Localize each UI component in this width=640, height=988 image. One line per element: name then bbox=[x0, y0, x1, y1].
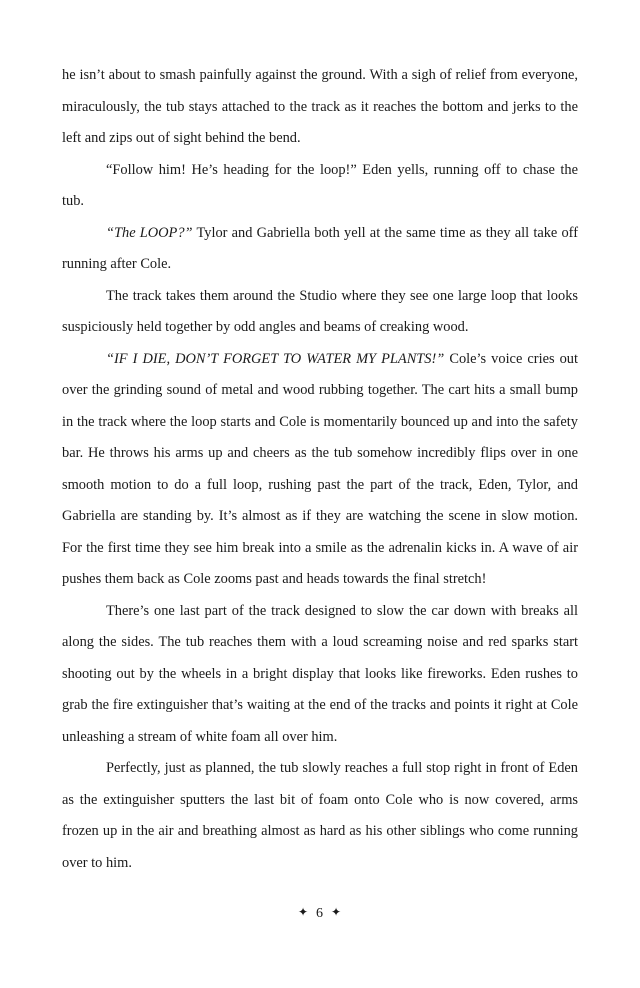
text-run: Perfectly, just as planned, the tub slowly reaches a full stop right in front of Eden as the extinguisher sputters the last bit of foam onto Cole who is now covered, arms frozen up in the air and breathing almost as hard as his other siblings who come running over to him. bbox=[62, 760, 578, 871]
page-footer bbox=[0, 905, 640, 922]
ornament-left-icon: ✦ bbox=[297, 905, 309, 919]
paragraph bbox=[62, 155, 578, 218]
paragraph bbox=[62, 218, 578, 281]
text-run: The track takes them around the Studio where they see one large loop that looks suspiciously held together by odd angles and beams of creaking wood. bbox=[62, 287, 578, 335]
text-run: Cole’s voice cries out over the grinding sound of metal and wood rubbing together. The cart hits a small bump in the track where the loop starts and Cole is momentarily bounced up and into the safety bar. He throws his arms up and cheers as the tub somehow incredibly flips over in one smooth motion to do a full loop, rushing past the part of the track, Eden, Tylor, and Gabriella are standing by. It’s almost as if they are watching the scene in slow motion. For the first time they see him break into a smile as the adrenalin kicks in. A wave of air pushes them back as Cole zooms past and heads towards the final stretch! bbox=[62, 350, 578, 587]
text-run: “Follow him! He’s heading for the loop!” Eden yells, running off to chase the tub. bbox=[62, 161, 578, 209]
ornament-right-icon: ✦ bbox=[331, 905, 343, 919]
text-run: Tylor and Gabriella both yell at the same time as they all take off running after Cole. bbox=[62, 224, 578, 272]
page-number: 6 bbox=[316, 906, 324, 921]
paragraph bbox=[62, 60, 578, 155]
paragraph bbox=[62, 344, 578, 596]
emphasis-text: “The LOOP?” bbox=[106, 224, 193, 241]
paragraph bbox=[62, 596, 578, 754]
paragraph bbox=[62, 281, 578, 344]
text-run: There’s one last part of the track designed to slow the car down with breaks all along the sides. The tub reaches them with a loud screaming noise and red sparks start shooting out by the wheels in a bright display that looks like fireworks. Eden rushes to grab the fire extinguisher that’s waiting at the end of the tracks and points it right at Cole unleashing a stream of white foam all over him. bbox=[62, 602, 578, 745]
paragraph bbox=[62, 753, 578, 879]
text-run: he isn’t about to smash painfully against the ground. With a sigh of relief from everyone, miraculously, the tub stays attached to the track as it reaches the bottom and jerks to the left and zips out of sight behind the bend. bbox=[62, 67, 578, 146]
page-body-text bbox=[62, 60, 578, 879]
emphasis-text: “IF I DIE, DON’T FORGET TO WATER MY PLANTS!” bbox=[106, 350, 445, 367]
